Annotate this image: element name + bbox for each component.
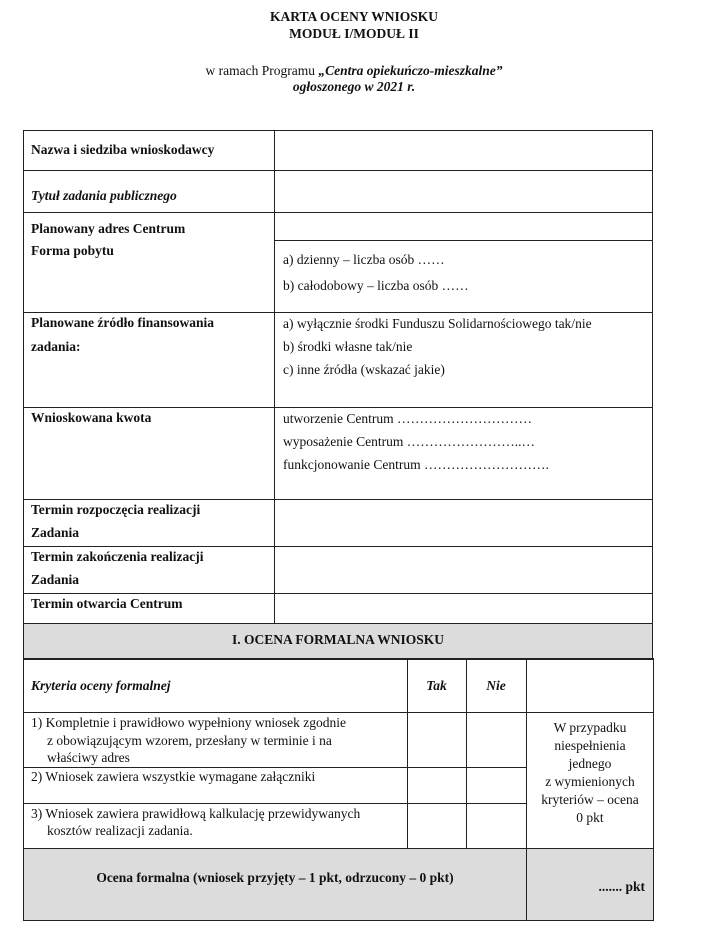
criterion-2-line-1: 2) Wniosek zawiera wszystkie wymagane załączniki <box>31 769 316 784</box>
no-header: Nie <box>486 678 506 693</box>
note-line-5: kryteriów – ocena <box>541 792 639 807</box>
program-prefix: w ramach Programu <box>205 63 319 78</box>
section-title: I. OCENA FORMALNA WNIOSKU <box>231 632 445 647</box>
criterion-3-line-2: kosztów realizacji zadania. <box>47 823 193 838</box>
amount-operation: funkcjonowanie Centrum ………………………. <box>283 457 549 472</box>
announced-line: ogłoszonego w 2021 r. <box>292 79 416 94</box>
title-line-2: MODUŁ I/MODUŁ II <box>289 26 419 41</box>
stay-form-label: Forma pobytu <box>31 243 114 258</box>
document-title <box>0 8 708 42</box>
note-line-2: niespełnienia <box>554 738 626 753</box>
note-line-4: z wymienionych <box>545 774 635 789</box>
end-date-label-2: Zadania <box>31 572 80 587</box>
formal-score-value: ....... pkt <box>598 879 645 894</box>
stay-form-full: b) całodobowy – liczba osób …… <box>283 278 469 293</box>
start-date-label-2: Zadania <box>31 525 80 540</box>
start-date-label-1: Termin rozpoczęcia realizacji <box>31 502 201 517</box>
program-name: „Centra opiekuńczo-mieszkalne” <box>318 63 503 78</box>
note-line-1: W przypadku <box>553 720 627 735</box>
program-line <box>0 62 708 79</box>
note-line-6: 0 pkt <box>576 810 604 825</box>
criterion-1-line-2: z obowiązującym wzorem, przesłany w terminie i na <box>47 733 332 748</box>
yes-header: Tak <box>426 678 447 693</box>
criteria-note <box>527 719 653 827</box>
amount-creation: utworzenie Centrum ………………………… <box>283 411 532 426</box>
funding-option-a: a) wyłącznie środki Funduszu Solidarnościowego tak/nie <box>283 316 592 331</box>
criterion-1-line-1: 1) Kompletnie i prawidłowo wypełniony wniosek zgodnie <box>31 715 346 730</box>
requested-amount-label: Wnioskowana kwota <box>31 410 152 425</box>
criterion-1-line-3: właściwy adres <box>47 750 130 765</box>
criteria-header: Kryteria oceny formalnej <box>31 678 171 693</box>
formal-score-label: Ocena formalna (wniosek przyjęty – 1 pkt, odrzucony – 0 pkt) <box>96 870 454 885</box>
funding-source-label-1: Planowane źródło finansowania <box>31 315 215 330</box>
stay-form-day: a) dzienny – liczba osób …… <box>283 252 445 267</box>
note-line-3: jednego <box>568 756 612 771</box>
funding-option-b: b) środki własne tak/nie <box>283 339 413 354</box>
title-line-1: KARTA OCENY WNIOSKU <box>269 9 439 24</box>
criterion-3-line-1: 3) Wniosek zawiera prawidłową kalkulację przewidywanych <box>31 806 361 821</box>
amount-equipment: wyposażenie Centrum ……………………..… <box>283 434 535 449</box>
planned-address-label: Planowany adres Centrum <box>31 221 186 236</box>
end-date-label-1: Termin zakończenia realizacji <box>31 549 204 564</box>
opening-date-label: Termin otwarcia Centrum <box>31 596 183 611</box>
task-title-label: Tytuł zadania publicznego <box>31 188 177 203</box>
funding-source-label-2: zadania: <box>31 339 81 354</box>
funding-option-c: c) inne źródła (wskazać jakie) <box>283 362 445 377</box>
applicant-name-label: Nazwa i siedziba wnioskodawcy <box>31 142 215 157</box>
